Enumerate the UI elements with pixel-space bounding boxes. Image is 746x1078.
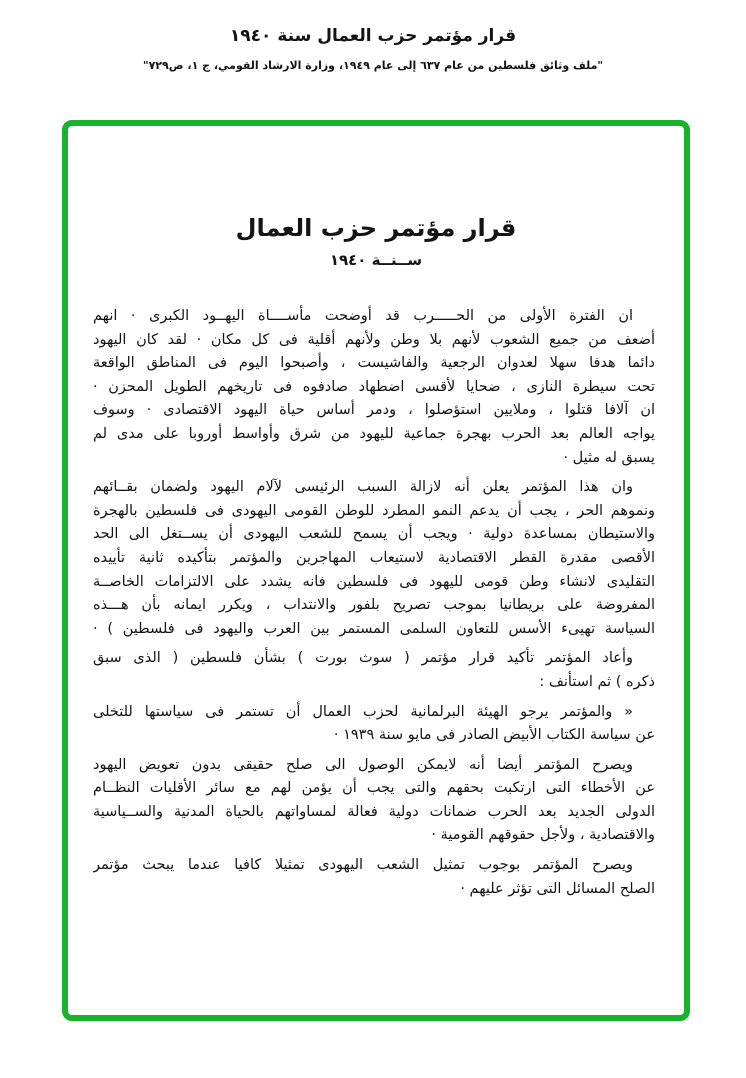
text-line: عن الأخطاء التى ارتكبت بحقهم والتى يجب أن يؤمن لهم مع سائر الأقليات النظــام xyxy=(93,780,655,797)
text-line: أضعف من جميع الشعوب لأنهم بلا وطن ولأنهم أقلية فى كل مكان · لقد كان اليهود xyxy=(93,331,655,348)
text-line: ان الفترة الأولى من الحـــــرب قد أوضحت مأســــاة اليهــود الكبرى · انهم xyxy=(93,308,633,324)
text-line: ويصرح المؤتمر أيضا أنه لايمكن الوصول الى صلح حقيقى بدون تعويض اليهود xyxy=(93,756,633,773)
paragraph xyxy=(93,754,655,848)
text-line: السياسة تهيىء الأسس للتعاون السلمى المستمر بين العرب واليهود فى فلسطين ) · xyxy=(93,620,655,637)
text-line: الدولى الجديد بعد الحرب ضمانات دولية فعالة لمساواتهم بالحياة المدنية والســياسية xyxy=(93,803,655,820)
document-title: قرار مؤتمر حزب العمال xyxy=(235,214,517,242)
source-citation-line: "ملف وثائق فلسطين من عام ٦٣٧ إلى عام ١٩٤٩، وزارة الارشاد القومي، ج ١، ص٧٢٩" xyxy=(142,59,604,72)
text-line: يسبق له مثيل · xyxy=(563,449,655,466)
paragraph xyxy=(93,476,655,641)
text-line: يواجه العالم بعد الحرب بهجرة جماعية لليهود من شرق وأواسط أوروبا على مدى لم xyxy=(93,425,655,442)
paragraph xyxy=(93,701,655,748)
text-line: ان آلافا قتلوا ، وملايين استؤصلوا ، ودمر أساس حياة اليهود الاقتصادى · وسوف xyxy=(93,402,655,419)
text-line: والاقتصادية ، ولأجل حقوقهم القومية · xyxy=(431,827,655,844)
text-line: وان هذا المؤتمر يعلن أنه لازالة السبب الرئيسى لآلام اليهود ولضمان بقــائهم xyxy=(93,479,633,496)
text-line: الصلح المسائل التى تؤثر عليهم · xyxy=(460,880,655,897)
green-border-frame xyxy=(62,120,690,1021)
text-line: المفروضة على بريطانيا بموجب تصريح بلفور والانتداب ، ويكرر ايمانه بأن هـــذه xyxy=(93,597,655,614)
text-line: وأعاد المؤتمر تأكيد قرار مؤتمر ( سوث بورت ) بشأن فلسطين ( الذى سبق xyxy=(93,650,633,667)
text-line: ونموهم الحر ، يجب أن يدعم النمو المطرد للوطن القومى اليهودى فى فلسطين بالهجرة xyxy=(93,502,655,519)
text-line: ويصرح المؤتمر بوجوب تمثيل الشعب اليهودى تمثيلا كافيا عندما يبحث مؤتمر xyxy=(93,857,633,874)
text-line: ذكره ) ثم استأنف : xyxy=(539,673,655,690)
text-line: الأقصى مقدرة القطر الاقتصادية لاستيعاب المهاجرين والمؤتمر بتأكيده ثانية تأييده xyxy=(93,549,655,566)
paragraph xyxy=(93,854,655,901)
page-header-title: قرار مؤتمر حزب العمال سنة ١٩٤٠ xyxy=(229,26,517,46)
paragraph xyxy=(93,647,655,694)
text-line: التقليدى لانشاء وطن قومى لليهود فى فلسطين فانه يشدد على الالتزامات الخاصــة xyxy=(93,573,655,590)
paragraph xyxy=(93,305,655,470)
text-line: والاستيطان بمساعدة دولية · ويجب أن يسمح للشعب اليهودى أن يســتغل الى الحد xyxy=(93,526,655,543)
text-line: « والمؤتمر يرجو الهيئة البرلمانية لحزب العمال أن تستمر فى سياستها للتخلى xyxy=(93,703,633,720)
document-body xyxy=(68,305,684,901)
text-line: دائما هدفا سهلا لعدوان الرجعية والفاشيست ، وأصبحوا اليوم فى المناطق الواقعة xyxy=(93,355,655,372)
document-subtitle-year: ســنــة ١٩٤٠ xyxy=(329,251,423,269)
text-line: عن سياسة الكتاب الأبيض الصادر فى مايو سنة ١٩٣٩ · xyxy=(333,727,655,744)
text-line: تحت سيطرة النازى ، ضحايا لأقسى اضطهاد صادفوه فى تاريخهم الطويل المحزن · xyxy=(93,378,655,395)
